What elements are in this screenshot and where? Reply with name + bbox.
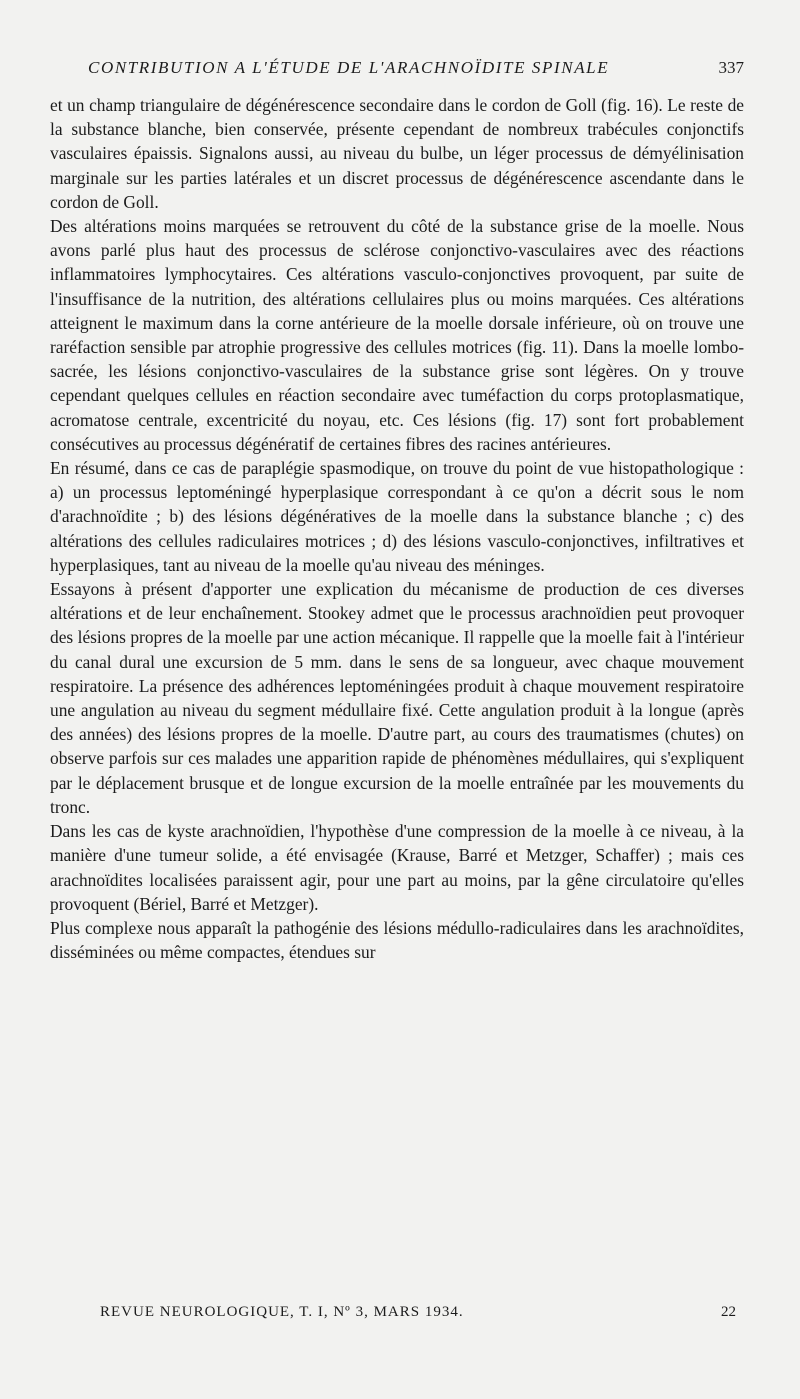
paragraph: Plus complexe nous apparaît la pathogénie des lésions médullo-radiculaires dans les arachnoïdites, disséminées ou même compactes, étendues sur [50,917,744,963]
journal-citation: REVUE NEUROLOGIQUE, T. I, Nº 3, MARS 1934. [100,1304,464,1320]
paragraph: et un champ triangulaire de dégénérescence secondaire dans le cordon de Goll (fig. 16). Le reste de la substance blanche, bien conservée, présente cependant de nombreux trabécules conjonctifs vasculaires épaissis. Signalons aussi, au niveau du bulbe, un léger processus de démyélinisation marginale sur les parties latérales et un discret processus de dégénérescence ascendante dans le cordon de Goll. [50,95,744,212]
running-title: CONTRIBUTION A L'ÉTUDE DE L'ARACHNOÏDITE SPINALE [88,58,610,77]
paragraph: Essayons à présent d'apporter une explication du mécanisme de production de ces diverses altérations et de leur enchaînement. Stookey admet que le processus arachnoïdien peut provoquer des lésions propres de la moelle par une action mécanique. Il rappelle que la moelle fait à l'intérieur du canal dural une excursion de 5 mm. dans le sens de sa longueur, avec chaque mouvement respiratoire. La présence des adhérences leptoméningées produit à chaque mouvement respiratoire une angulation au niveau du segment médullaire fixé. Cette angulation produit à la longue (après des années) des lésions propres de la moelle. D'autre part, au cours des traumatismes (chutes) on observe parfois sur ces malades une apparition rapide de phénomènes médullaires, qui s'expliquent par le déplacement brusque et de longue excursion de la moelle entraînée par les mouvements du tronc. [50,579,744,817]
page-number: 337 [718,58,744,77]
paragraph: En résumé, dans ce cas de paraplégie spasmodique, on trouve du point de vue histopathologique : a) un processus leptoméningé hyperplasique correspondant à ce qu'on a décrit sous le nom d'arachnoïdite ; b) des lésions dégénératives de la moelle dans la substance blanche ; c) des altérations des cellules radiculaires motrices ; d) des lésions vasculo-conjonctives, infiltratives et hyperplasiques, tant au niveau de la moelle qu'au niveau des méninges. [50,458,744,575]
running-header [88,58,744,82]
page-footer [100,1304,736,1328]
paragraph: Dans les cas de kyste arachnoïdien, l'hypothèse d'une compression de la moelle à ce niveau, à la manière d'une tumeur solide, a été envisagée (Krause, Barré et Metzger, Schaffer) ; mais ces arachnoïdites localisées paraissent agir, pour une part au moins, par la gêne circulatoire qu'elles provoquent (Bériel, Barré et Metzger). [50,821,744,914]
body-text [50,93,744,964]
paragraph: Des altérations moins marquées se retrouvent du côté de la substance grise de la moelle. Nous avons parlé plus haut des processus de sclérose conjonctivo-vasculaires avec des réactions inflammatoires lymphocytaires. Ces altérations vasculo-conjonctives provoquent, par suite de l'insuffisance de la nutrition, des altérations cellulaires plus ou moins marquées. Ces altérations atteignent le maximum dans la corne antérieure de la moelle dorsale inférieure, où on trouve une raréfaction sensible par atrophie progressive des cellules motrices (fig. 11). Dans la moelle lombo-sacrée, les lésions conjonctivo-vasculaires de la substance grise sont légères. On y trouve cependant quelques cellules en réaction secondaire avec tuméfaction du corps protoplasmatique, acromatose centrale, excentricité du noyau, etc. Ces lésions (fig. 17) sont fort probablement consécutives au processus dégénératif de certaines fibres des racines antérieures. [50,216,744,454]
sheet-signature: 22 [721,1304,736,1320]
